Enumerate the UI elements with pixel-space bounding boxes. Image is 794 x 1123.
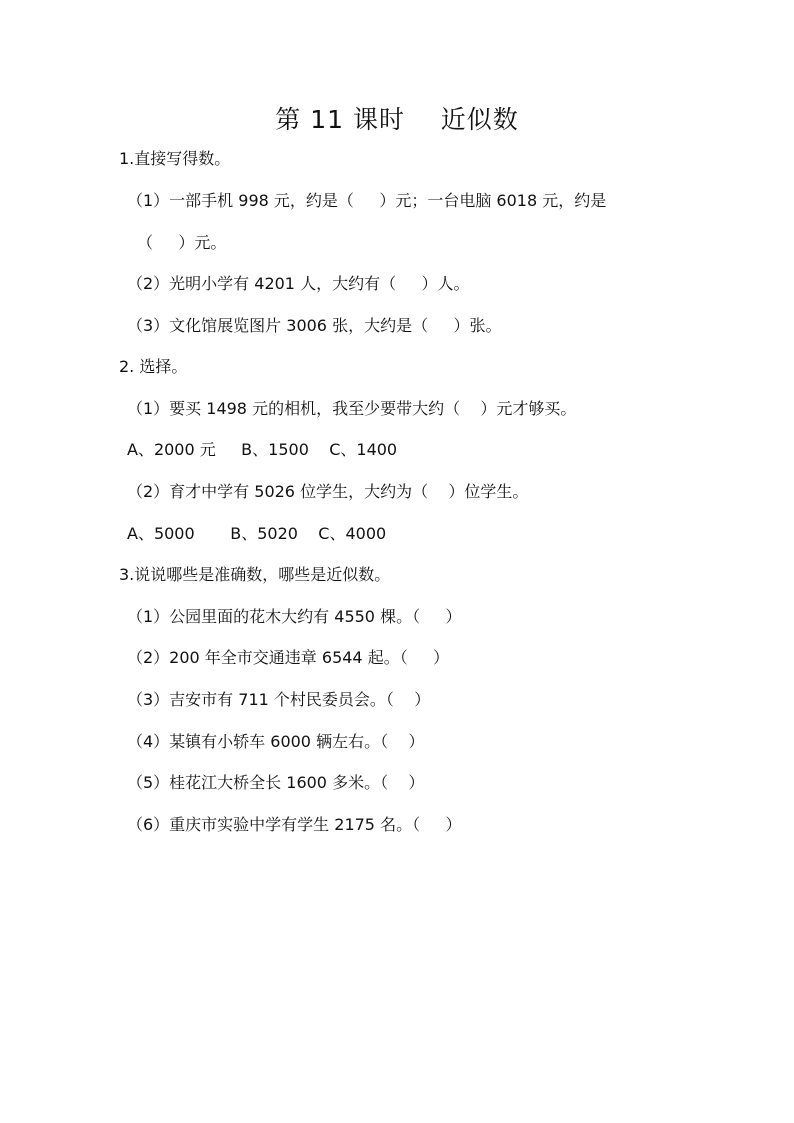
question-3-4: （4）某镇有小轿车 6000 辆左右。（ ）	[127, 732, 425, 751]
question-2-2: （2）育才中学有 5026 位学生，大约为（ ）位学生。	[127, 482, 529, 501]
question-2-1-options: A、2000 元 B、1500 C、1400	[127, 440, 398, 459]
question-3-5: （5）桂花江大桥全长 1600 多米。（ ）	[127, 773, 425, 792]
question-1-3: （3）文化馆展览图片 3006 张，大约是（ ）张。	[127, 316, 502, 335]
section-1-heading: 1.直接写得数。	[119, 149, 231, 168]
question-3-3: （3）吉安市有 711 个村民委员会。（ ）	[127, 690, 431, 709]
section-2-heading: 2. 选择。	[119, 357, 188, 376]
section-3-heading: 3.说说哪些是准确数，哪些是近似数。	[119, 565, 391, 584]
question-3-6: （6）重庆市实验中学有学生 2175 名。（ ）	[127, 815, 462, 834]
question-3-1: （1）公园里面的花木大约有 4550 棵。（ ）	[127, 607, 462, 626]
question-1-2: （2）光明小学有 4201 人，大约有（ ）人。	[127, 274, 470, 293]
question-3-2: （2）200 年全市交通违章 6544 起。（ ）	[127, 648, 450, 667]
question-1-1-line-1: （1）一部手机 998 元，约是（ ）元；一台电脑 6018 元，约是	[127, 191, 607, 210]
question-2-2-options: A、5000 B、5020 C、4000	[127, 524, 387, 543]
page-title: 第 11 课时 近似数	[275, 105, 519, 134]
question-1-1-line-2: （ ）元。	[137, 233, 227, 252]
question-2-1: （1）要买 1498 元的相机，我至少要带大约（ ）元才够买。	[127, 399, 577, 418]
